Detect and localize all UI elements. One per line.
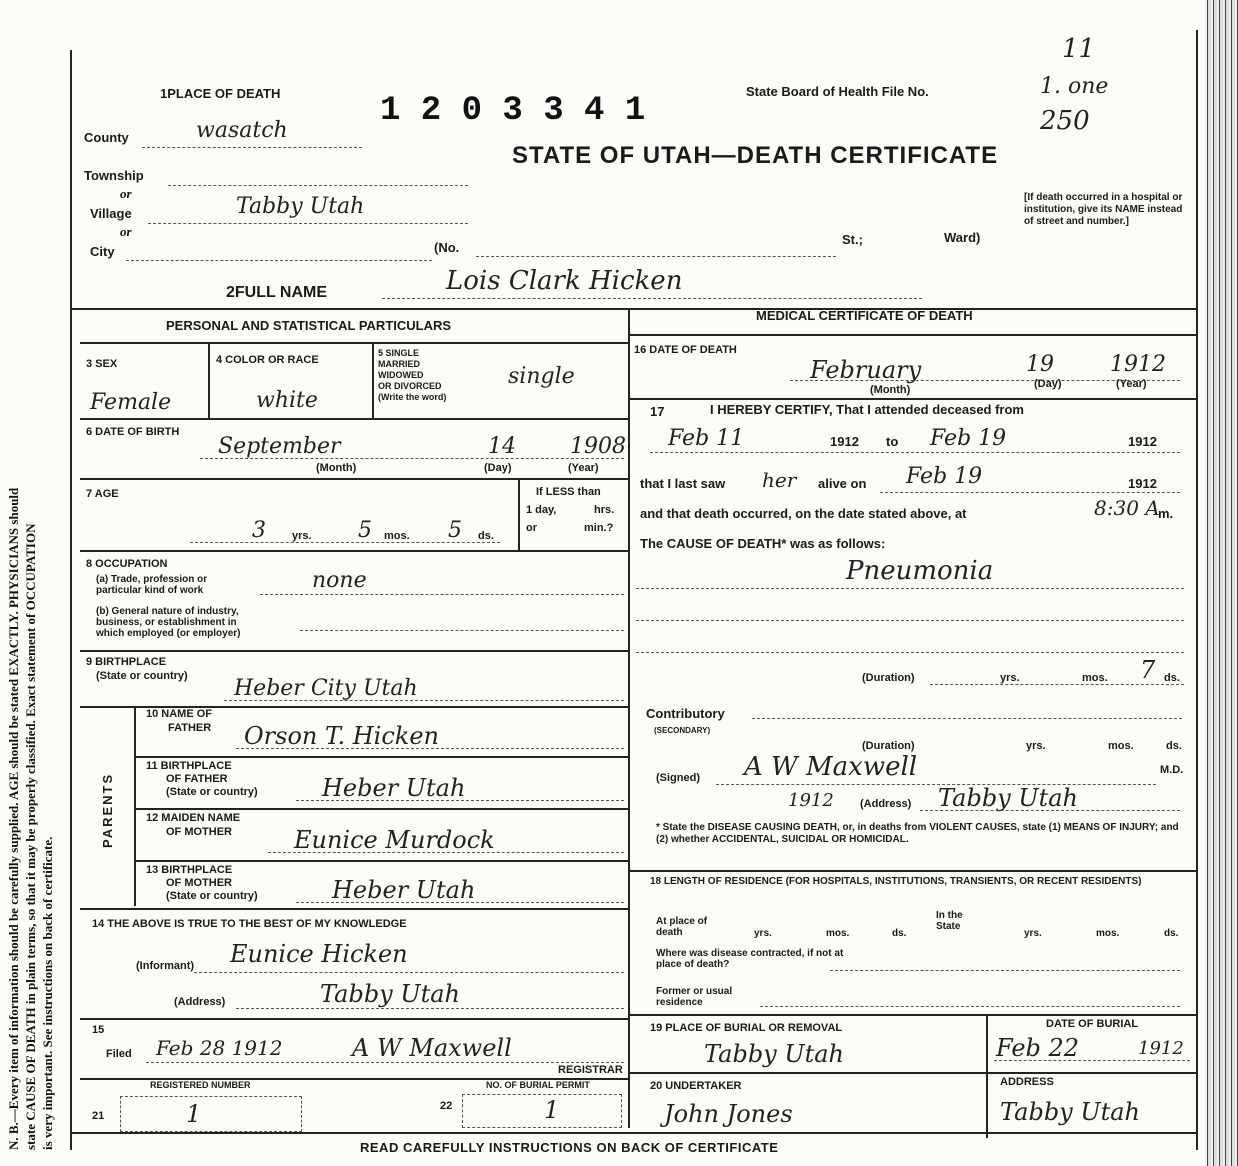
dob-year: 1908 (570, 434, 626, 459)
occupation-b-line3: which employed (or employer) (96, 628, 241, 639)
place-of-death-label: 1PLACE OF DEATH (160, 86, 281, 101)
father-birthplace-label: 11 BIRTHPLACE (146, 760, 232, 772)
residence-mos-2: mos. (1096, 928, 1120, 939)
rule-undertaker (628, 1072, 1196, 1074)
center-divider (628, 308, 630, 1128)
former-residence-label: Former or usual residence (656, 986, 733, 1008)
full-name-line (382, 298, 922, 299)
or-text-2: or (120, 224, 132, 239)
signed-address-label: (Address) (860, 798, 912, 810)
attended-to: Feb 19 (930, 426, 1007, 451)
occupation-b-line1: (b) General nature of industry, (96, 606, 239, 617)
marital-labels (378, 348, 446, 403)
color-divider (372, 342, 374, 418)
burial-place-value: Tabby Utah (704, 1040, 845, 1068)
footnote: * State the DISEASE CAUSING DEATH, or, in deaths from VIOLENT CAUSES, state (1) MEANS OF INJURY; and (2) whether ACCIDENTAL, SUICIDAL OR HOMICIDAL. (656, 822, 1179, 845)
age-years: 3 (252, 518, 266, 543)
mother-birthplace-label: 13 BIRTHPLACE (146, 864, 233, 876)
township-line (168, 185, 468, 186)
informant-address-label: (Address) (174, 996, 226, 1008)
file-number-value: 1. one (1040, 74, 1109, 99)
rule-father-bp (134, 756, 628, 758)
street-line (476, 256, 836, 257)
less-than-label: If LESS than (536, 486, 601, 498)
mother-birthplace-label-3: (State or country) (166, 890, 258, 902)
paper-edge (1205, 0, 1238, 1166)
street-number-label: (No. (434, 240, 460, 255)
residence-yrs-2: yrs. (1024, 928, 1042, 939)
color-label: 4 COLOR OR RACE (216, 354, 319, 366)
contracted-line (830, 970, 1180, 971)
burial-date-year: 1912 (1138, 1038, 1184, 1059)
parents-divider (134, 706, 136, 906)
less-day-label: 1 day, (526, 504, 557, 516)
father-label-2: FATHER (168, 722, 212, 734)
rule-birthplace (80, 650, 628, 652)
dob-line (200, 458, 624, 459)
age-days: 5 (448, 518, 462, 543)
rule-personal (80, 342, 628, 344)
color-value: white (256, 388, 318, 413)
personal-section-title: PERSONAL AND STATISTICAL PARTICULARS (166, 318, 452, 333)
dod-month-label: (Month) (870, 384, 911, 396)
rule-occupation (80, 550, 628, 552)
filed-date: Feb 28 1912 (156, 1036, 283, 1060)
filed-line (146, 1062, 624, 1063)
corner-number: 11 (1062, 34, 1096, 64)
occupation-label: 8 OCCUPATION (86, 558, 168, 570)
occupation-value: none (312, 568, 367, 593)
township-label: Township (84, 168, 144, 183)
father-birthplace-value: Heber Utah (322, 774, 466, 802)
residence-mos-1: mos. (826, 928, 850, 939)
burial-date-label: DATE OF BURIAL (1046, 1018, 1139, 1030)
rule-age (80, 478, 628, 480)
file-number-label: State Board of Health File No. (746, 84, 929, 99)
from-year: 1912 (830, 434, 859, 449)
dob-month-label: (Month) (316, 462, 357, 474)
father-label: 10 NAME OF (146, 708, 213, 720)
rule-medical (628, 334, 1196, 336)
reg-22: 22 (440, 1100, 453, 1112)
full-name-label: 2FULL NAME (226, 284, 328, 301)
marital-label-single: 5 SINGLE (378, 348, 420, 358)
informant-header: 14 THE ABOVE IS TRUE TO THE BEST OF MY KNOWLEDGE (92, 918, 407, 930)
rule-mother (134, 808, 628, 810)
frame-right (1196, 30, 1198, 1150)
occupation-a-line1: (a) Trade, profession or (96, 574, 208, 585)
physician-signature: A W Maxwell (744, 752, 918, 782)
rule-residence (628, 870, 1196, 872)
footer-text: READ CAREFULLY INSTRUCTIONS ON BACK OF CERTIFICATE (360, 1140, 779, 1155)
cause-value: Pneumonia (846, 556, 994, 586)
marital-label-divorced: OR DIVORCED (378, 381, 442, 391)
mother-label: 12 MAIDEN NAME (146, 812, 241, 824)
birthplace-value: Heber City Utah (234, 676, 418, 701)
contributory-label: Contributory (646, 706, 725, 721)
last-saw-label: that I last saw (640, 476, 726, 491)
filed-label: Filed (106, 1048, 132, 1060)
occupation-b-line2: business, or establishment in (96, 617, 237, 628)
father-line (236, 748, 624, 749)
registered-number-box (120, 1096, 302, 1132)
village-line (148, 223, 468, 224)
residence-yrs-1: yrs. (754, 928, 772, 939)
informant-line (194, 972, 624, 973)
age-months: 5 (358, 518, 372, 543)
duration-line (930, 684, 1184, 685)
marital-label-write: (Write the word) (378, 392, 447, 402)
to-label: to (886, 434, 899, 449)
parents-label: PARENTS (100, 772, 115, 848)
to-year: 1912 (1128, 434, 1157, 449)
registered-number-value: 1 (186, 1100, 202, 1128)
item-17-number: 17 (650, 404, 665, 419)
city-line (126, 260, 432, 261)
last-saw-line (880, 492, 1180, 493)
death-occurred-label: and that death occurred, on the date stated above, at (640, 506, 967, 521)
registrar-signature: A W Maxwell (352, 1034, 512, 1062)
certificate-number: 1 2 0 3 3 4 1 (380, 92, 646, 130)
duration-days-value: 7 (1140, 656, 1156, 684)
ward-label: Ward) (944, 230, 981, 245)
time-of-death: 8:30 A (1094, 496, 1160, 520)
marital-label-widowed: WIDOWED (378, 370, 424, 380)
street-label: St.; (842, 232, 863, 247)
burial-divider (986, 1014, 988, 1138)
less-min-label: min.? (584, 522, 614, 534)
cause-line-2 (636, 620, 1184, 621)
signed-label: (Signed) (656, 772, 700, 784)
birthplace-line (224, 700, 624, 701)
rule-dob (80, 418, 628, 420)
undertaker-address-label: ADDRESS (1000, 1076, 1054, 1088)
sex-divider (208, 342, 210, 418)
dod-day-label: (Day) (1034, 378, 1062, 390)
side-note-1: N. B.—Every item of information should be carefully supplied. AGE should be stated EXACTLY. PHYSICIANS should (6, 487, 21, 1150)
age-months-label: mos. (384, 530, 410, 542)
rule-under-name (70, 308, 1198, 310)
residence-state-label: In the State (936, 910, 963, 932)
age-days-label: ds. (478, 530, 494, 542)
burial-place-label: 19 PLACE OF BURIAL OR REMOVAL (650, 1022, 843, 1034)
burial-permit-box (462, 1094, 622, 1128)
county-label: County (84, 130, 129, 145)
dod-label: 16 DATE OF DEATH (634, 344, 737, 356)
less-or-label: or (526, 522, 537, 534)
mother-name: Eunice Murdock (294, 826, 495, 854)
rule-burial (628, 1014, 1196, 1016)
rule-informant (80, 908, 628, 910)
frame-left (70, 50, 72, 1150)
rule-17 (628, 398, 1196, 400)
full-name-value: Lois Clark Hicken (446, 266, 683, 296)
occupation-a-line2: particular kind of work (96, 585, 204, 596)
burial-date-value: Feb 22 (996, 1034, 1080, 1062)
undertaker-value: John Jones (664, 1100, 793, 1128)
occupation-b (96, 606, 240, 639)
marital-label-married: MARRIED (378, 359, 420, 369)
undertaker-address: Tabby Utah (1000, 1098, 1141, 1126)
undertaker-label: 20 UNDERTAKER (650, 1080, 742, 1092)
dob-label: 6 DATE OF BIRTH (86, 426, 180, 438)
dod-year-label: (Year) (1116, 378, 1147, 390)
mother-birthplace-label-2: OF MOTHER (166, 877, 232, 889)
duration-label: (Duration) (862, 672, 915, 684)
occupation-line-2 (300, 630, 624, 631)
age-divider (518, 478, 520, 550)
alive-on-label: alive on (818, 476, 867, 491)
father-bp-line (296, 800, 624, 801)
occupation-a (96, 574, 207, 596)
birthplace-sub: (State or country) (96, 670, 188, 682)
duration-yrs-label: yrs. (1000, 672, 1020, 684)
burial-permit-label: NO. OF BURIAL PERMIT (486, 1080, 590, 1090)
dod-month: February (810, 356, 922, 384)
dod-year: 1912 (1110, 352, 1166, 377)
contributory-yrs-label: yrs. (1026, 740, 1046, 752)
signed-address: Tabby Utah (938, 784, 1079, 812)
rule-mother-bp (134, 860, 628, 862)
cause-line-1 (636, 588, 1184, 589)
registrar-label: REGISTRAR (558, 1064, 623, 1076)
contributory-duration-label: (Duration) (862, 740, 915, 752)
city-label: City (90, 244, 115, 259)
registered-number-label: REGISTERED NUMBER (150, 1080, 251, 1090)
residence-place-label: At place of death (656, 916, 708, 938)
dod-day: 19 (1026, 352, 1054, 377)
village-label: Village (90, 206, 132, 221)
informant-label: (Informant) (136, 960, 195, 972)
father-birthplace-label-2: OF FATHER (166, 773, 228, 785)
attended-from: Feb 11 (668, 426, 745, 451)
dob-day-label: (Day) (484, 462, 512, 474)
last-saw-date: Feb 19 (906, 464, 983, 489)
former-residence-line (760, 1006, 1180, 1007)
informant-name: Eunice Hicken (230, 940, 408, 968)
dob-year-label: (Year) (568, 462, 599, 474)
county-line (142, 147, 362, 148)
side-note-3: is very important. See instructions on back of certificate. (40, 836, 55, 1150)
rule-footer (70, 1132, 1198, 1134)
side-note-2: state CAUSE OF DEATH in plain terms, so that it may be properly classified. Exact statement of OCCUPATION (23, 523, 38, 1150)
hospital-note: [If death occurred in a hospital or institution, give its NAME instead of street and number.] (1024, 192, 1183, 227)
duration-ds-label: ds. (1164, 672, 1180, 684)
medical-section-title: MEDICAL CERTIFICATE OF DEATH (756, 308, 973, 323)
signed-year: 1912 (788, 790, 834, 811)
or-text-1: or (120, 186, 132, 201)
marital-value: single (508, 364, 575, 389)
certificate-title: STATE OF UTAH—DEATH CERTIFICATE (512, 142, 999, 169)
mother-birthplace-value: Heber Utah (332, 876, 476, 904)
cause-line-3 (636, 652, 1184, 653)
file-number-value-2: 250 (1040, 106, 1090, 136)
md-label: M.D. (1160, 764, 1184, 776)
burial-date-line (994, 1060, 1190, 1061)
contracted-label: Where was disease contracted, if not at place of death? (656, 948, 844, 970)
sex-value: Female (90, 390, 172, 415)
village-value: Tabby Utah (236, 194, 365, 219)
age-label: 7 AGE (86, 488, 119, 500)
father-birthplace-label-3: (State or country) (166, 786, 258, 798)
county-value: wasatch (196, 118, 288, 143)
contributory-mos-label: mos. (1108, 740, 1134, 752)
reg-21: 21 (92, 1110, 105, 1122)
mother-label-2: OF MOTHER (166, 826, 232, 838)
age-years-label: yrs. (292, 530, 312, 542)
signed-address-line (920, 810, 1180, 811)
mother-line (268, 852, 624, 853)
dob-month: September (218, 434, 341, 459)
attended-line (650, 452, 1180, 453)
duration-mos-label: mos. (1082, 672, 1108, 684)
mother-bp-line (296, 902, 624, 903)
informant-address: Tabby Utah (320, 980, 461, 1008)
rule-filed (80, 1018, 628, 1020)
age-line (190, 542, 500, 543)
birthplace-label: 9 BIRTHPLACE (86, 656, 167, 668)
contributory-ds-label: ds. (1166, 740, 1182, 752)
residence-ds-2: ds. (1164, 928, 1179, 939)
residence-ds-1: ds. (892, 928, 907, 939)
informant-address-line (236, 1008, 624, 1009)
signed-line (716, 784, 1156, 785)
father-name: Orson T. Hicken (244, 722, 439, 750)
sex-label: 3 SEX (86, 358, 118, 370)
certify-text: I HEREBY CERTIFY, That I attended deceased from (710, 402, 1024, 417)
filed-number: 15 (92, 1024, 105, 1036)
occupation-line (260, 594, 624, 595)
last-saw-year: 1912 (1128, 476, 1157, 491)
m-label: m. (1158, 506, 1174, 521)
burial-permit-value: 1 (544, 1096, 560, 1124)
cause-label: The CAUSE OF DEATH* was as follows: (640, 536, 886, 551)
less-hrs-label: hrs. (594, 504, 615, 516)
residence-label: 18 LENGTH OF RESIDENCE (FOR HOSPITALS, INSTITUTIONS, TRANSIENTS, OR RECENT RESIDENTS) (650, 876, 1142, 887)
pronoun-value: her (762, 468, 797, 492)
secondary-label: (SECONDARY) (654, 726, 711, 735)
dob-day: 14 (488, 434, 516, 459)
contributory-line (752, 718, 1182, 719)
